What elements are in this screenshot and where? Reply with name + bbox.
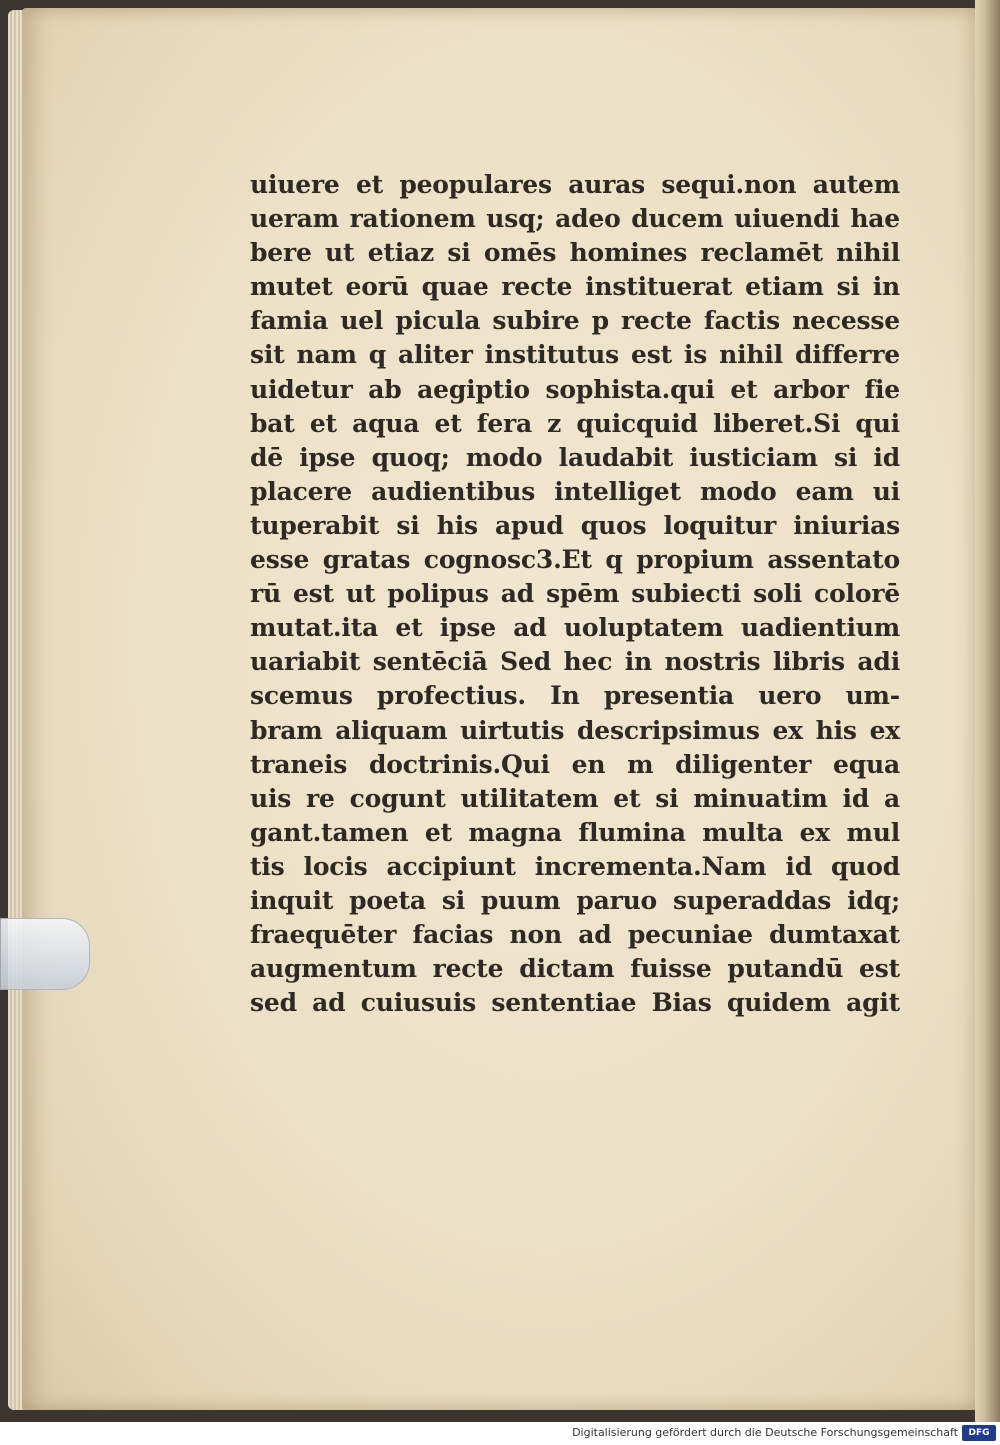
text-line: uidetur ab aegiptio sophista.qui et arbor fie (250, 374, 900, 404)
text-line: dē ipse quoq; modo laudabit iusticiam si id (250, 442, 900, 472)
text-line: sed ad cuiusuis sententiae Bias quidem agit (250, 988, 900, 1018)
text-line: ueram rationem usq; adeo ducem uiuendi hae (250, 204, 900, 234)
text-line: augmentum recte dictam fuisse putandū est (250, 954, 900, 984)
text-line: mutat.ita et ipse ad uoluptatem uadientium (250, 613, 900, 643)
text-line: tuperabit si his apud quos loquitur iniurias (250, 510, 900, 540)
footer (0, 1422, 1000, 1445)
text-line: uariabit sentēciā Sed hec in nostris libris adi (250, 647, 900, 677)
text-line: bat et aqua et fera z quicquid liberet.Si qui (250, 408, 900, 438)
text-line: mutet eorū quae recte instituerat etiam si in (250, 272, 900, 302)
text-line: uis re cogunt utilitatem et si minuatim id a (250, 783, 900, 813)
text-line: rū est ut polipus ad spēm subiecti soli colorē (250, 579, 900, 609)
text-block (250, 168, 900, 1020)
text-line: inquit poeta si puum paruo superaddas idq; (250, 885, 900, 915)
text-line: scemus profectius. In presentia uero um- (250, 681, 900, 711)
page-right-edge (975, 0, 1000, 1422)
text-line: gant.tamen et magna flumina multa ex mul (250, 817, 900, 847)
text-line: tis locis accipiunt incrementa.Nam id quod (250, 851, 900, 881)
page-clip (0, 918, 90, 990)
text-line: traneis doctrinis.Qui en m diligenter equa (250, 749, 900, 779)
dfg-logo: DFG (962, 1425, 996, 1441)
text-line: sit nam q aliter institutus est is nihil differre (250, 340, 900, 370)
text-line: uiuere et peopulares auras sequi.non autem (250, 170, 900, 199)
funding-credit: Digitalisierung gefördert durch die Deutsche Forschungsgemeinschaft (572, 1426, 958, 1439)
text-line: fraequēter facias non ad pecuniae dumtaxat (250, 920, 900, 950)
text-line: placere audientibus intelliget modo eam ui (250, 476, 900, 506)
text-line: esse gratas cognosc3.Et q propium assentato (250, 545, 900, 575)
text-line: bram aliquam uirtutis descripsimus ex his ex (250, 715, 900, 745)
text-line: famia uel picula subire p recte factis necesse (250, 306, 900, 336)
text-line: bere ut etiaz si omēs homines reclamēt nihil (250, 238, 900, 268)
